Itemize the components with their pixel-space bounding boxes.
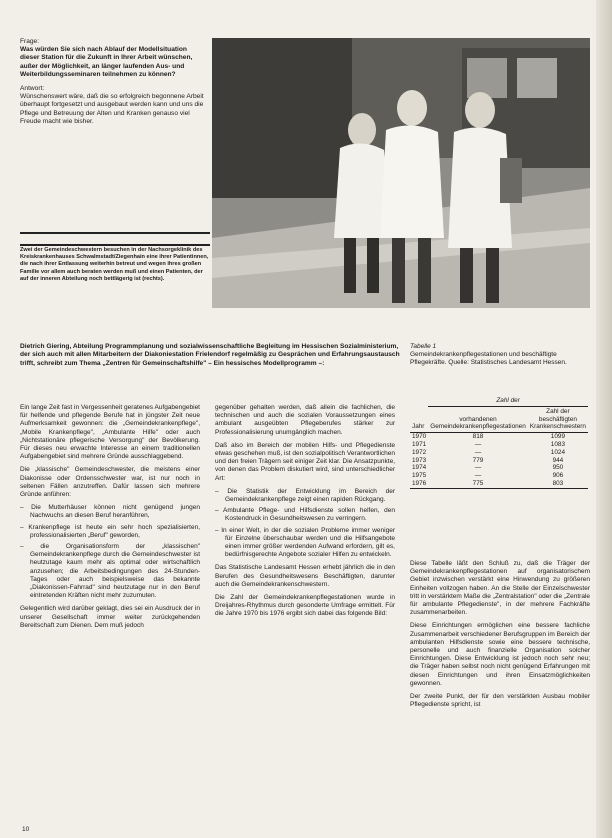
table-heading — [410, 343, 590, 368]
list-item: – Die Mutterhäuser können nicht genügend jungen Nachwuchs an diesen Beruf heranführen, — [20, 504, 200, 520]
question-text: Was würden Sie sich nach Ablauf der Modellsituation dieser Station für die Zukunft in Ihrer Arbeit wünschen, außer der Möglichkeit, an länger laufenden Aus- und Weiterbildungsseminaren teilnehmen zu können? — [20, 46, 193, 78]
table-cell: — — [474, 448, 482, 456]
table-cell: 1972 — [412, 448, 427, 456]
table-cell: 779 — [472, 456, 484, 464]
article-intro: Dietrich Giering, Abteilung Programmplanung und sozialwissenschaftliche Begleitung im Hessischen Sozialministerium, der sich auch mit allen Mitarbeitern der Diakoniestation Frielendorf regelmäßig zu Gesprächen und Erfahrungsaustausch trifft, schreibt zum Thema „Zentren für Gemeinschaftshilfe" – Ein hessisches Modellprogramm –: — [20, 343, 400, 367]
table-row — [410, 480, 588, 488]
table-row — [410, 433, 588, 441]
statistics-table — [410, 396, 588, 489]
article-column-2 — [215, 404, 395, 624]
table-cell: 1973 — [412, 456, 427, 464]
table-cell: 1971 — [412, 440, 427, 448]
paragraph: Die „klassische" Gemeindeschwester, die meistens einer Diakonisse oder Ordensschwester war, ist nur noch in seltenen Fällen anzutreffen. Dafür lassen sich mehrere Gründe anführen: — [20, 466, 200, 499]
table-cell: 1083 — [550, 440, 566, 448]
bullet-list — [20, 504, 200, 600]
table-cell: 775 — [428, 480, 528, 488]
table-cell: 1975 — [412, 472, 427, 480]
table-cell: 1976 — [412, 479, 427, 487]
interview-block — [20, 38, 208, 126]
table-group-header: Zahl der — [428, 396, 588, 406]
table-cell: 906 — [552, 472, 564, 480]
table-cell: 1024 — [550, 448, 566, 456]
table-cell: 1099 — [550, 433, 566, 441]
table-cell: 1974 — [412, 464, 427, 472]
table-cell: 950 — [552, 464, 564, 472]
paragraph: Daß also im Bereich der mobilen Hilfs- und Pflegedienste etwas geschehen muß, ist den sozialpolitisch Verantwortlichen und den freien Trägern seit einiger Zeit klar. Die Ansatzpunkte, von denen das Problem diskutiert wird, sind unterschiedlicher Art: — [215, 441, 395, 482]
table-label: Tabelle 1 — [410, 343, 437, 350]
table-cell: 944 — [552, 456, 564, 464]
paragraph: Die Zahl der Gemeindekrankenpflegestationen wurde in Dreijahres-Rhythmus durch gesonderte Umfrage ermittelt. Für die Jahre 1970 bis 1976 ergibt sich dabei das folgende Bild: — [215, 594, 395, 618]
bullet-list — [215, 488, 395, 560]
table-cell: 818 — [472, 433, 484, 441]
list-item: – In einer Welt, in der die sozialen Probleme immer weniger für Einzelne überschaubar werden und die Hilfsangebote einen immer größer werdenden Aufwand erfordern, gilt es, bedürfnisgerechte Angebote sozialer Hilfen zu entwickeln. — [215, 527, 395, 560]
question-label: Frage: — [20, 38, 40, 45]
article-column-3 — [410, 560, 590, 714]
answer-text: Wünschenswert wäre, daß die so erfolgreich begonnene Arbeit überhaupt fortgesetzt und ausgebaut werden kann und uns die Pflege und Betreuung der Alten und Kranken genauso viel Freude macht wie bisher. — [20, 93, 204, 125]
table-row — [410, 457, 588, 465]
caption-rule — [20, 244, 210, 246]
table-cell: — — [474, 440, 482, 448]
article-column-1 — [20, 404, 200, 635]
table-cell: 1970 — [412, 433, 427, 441]
table-cell: — — [474, 464, 482, 472]
list-item: – Ambulante Pflege- und Hilfsdienste sollen helfen, den Kostendruck in Gesundheitswesen zu verringern. — [215, 507, 395, 523]
paragraph: Diese Tabelle läßt den Schluß zu, daß die Träger der Gemeindekrankenpflegestationen auf organisatorischem Gebiet inzwischen verstärkt eine Hinwendung zu größeren Einheiten vollzogen haben. An die Stelle der Einzelschwester tritt in verstärktem Maße die „Zentralstation" oder die „Zentrale für ambulante Pflegedienste", in der mehrere Fachkräfte zusammenarbeiten. — [410, 560, 590, 617]
paragraph: Der zweite Punkt, der für den verstärkten Ausbau mobiler Pflegedienste spricht, ist — [410, 693, 590, 709]
divider-rule — [20, 232, 210, 234]
paragraph: Das Statistische Landesamt Hessen erhebt jährlich die in den Berufen des Gesundheitswesens Beschäftigten, darunter auch die Gemeindekrankenschwestern. — [215, 564, 395, 588]
table-header-year: Jahr — [410, 406, 428, 432]
paragraph: Diese Einrichtungen ermöglichen eine bessere fachliche Zusammenarbeit verschiedener Berufsgruppen im Bereich der ambulanten Hilfsdienste sowie eine bessere technische, personelle und auch finanzielle Organisation solcher Einrichtungen. Diese Entwicklung ist jedoch noch sehr neu; die Träger haben selbst noch nicht genügend Erfahrungen mit diesen Einrichtungen und ihren Einsatzmöglichkeiten gewonnen. — [410, 622, 590, 687]
table-row — [410, 464, 588, 472]
photo-caption: Zwei der Gemeindeschwestern besuchen in der Nachsorgeklinik des Kreiskrankenhauses Schwalmstadt/Ziegenhain eine ihrer Patientinnen, die nach ihrer Entlassung weiterhin betreut und wegen ihres großen Familie vor allem auch beraten werden muß und einen Patienten, der auf der inneren Abteilung noch bettlägerig ist (rechts). — [20, 247, 209, 282]
table-cell: 803 — [528, 480, 588, 488]
paragraph: Gelegentlich wird darüber geklagt, dies sei ein Ausdruck der in unserer Gesellschaft immer weiter zurückgehenden Bereitschaft zum Dienen. Dem muß jedoch — [20, 605, 200, 629]
list-item: – Die Statistik der Entwicklung im Bereich der Gemeindekrankenpflege zeigt einen rapiden Rückgang. — [215, 488, 395, 504]
list-item: – Krankenpflege ist heute ein sehr hoch spezialisierten, professionalisierten „Beruf" geworden, — [20, 524, 200, 540]
table-row — [410, 472, 588, 480]
list-item: – die Organisationsform der „klassischen" Gemeindekrankenpflege durch die Gemeindeschwester ist heutzutage kaum mehr als optimal oder wirtschaftlich anzusehen; die Arbeitsbedingungen des 24-Stunden-Tages oder auch beispielsweise das bekannte „Diakonissen-Fahrrad" sind heutzutage nur in den Beruf eintretenden Kräften nicht mehr zuzumuten. — [20, 543, 200, 600]
table-row — [410, 441, 588, 449]
page-edge-shadow — [596, 0, 612, 838]
table-title: Gemeindekrankenpflegestationen und beschäftigte Pflegekräfte. Quelle: Statistisches Landesamt Hessen. — [410, 351, 567, 367]
nurses-photo — [212, 38, 590, 308]
table-header-nurses: Zahl der beschäftigten Krankenschwestern — [528, 406, 588, 432]
page-number: 10 — [22, 826, 30, 833]
table-row — [410, 449, 588, 457]
table-header-stations: vorhandenen Gemeindekrankenpflegestationen — [428, 406, 528, 432]
paragraph: Ein lange Zeit fast in Vergessenheit geratenes Aufgabengebiet für helfende und pflegende Berufe hat in jüngster Zeit neue Aufmerksamkeit gewonnen: die „Gemeindekrankenpflege", „Mobile Krankenpflege", „Ambulante Hilfe" oder auch „Nichtstationäre pflegerische Versorgung" der Bevölkerung. Für dieses neu erwachte Interesse an einem traditionellen Aufgabengebiet sind mehrere Gründe ausschlaggebend. — [20, 404, 200, 461]
answer-label: Antwort: — [20, 85, 45, 93]
table-cell: — — [474, 472, 482, 480]
paragraph: gegenüber gehalten werden, daß allein die fachlichen, die technischen und auch die sozialen Voraussetzungen eines ambulant ausgeübten Pflegeberufes stärker zur Professionalisierung unumgänglich machen. — [215, 404, 395, 436]
